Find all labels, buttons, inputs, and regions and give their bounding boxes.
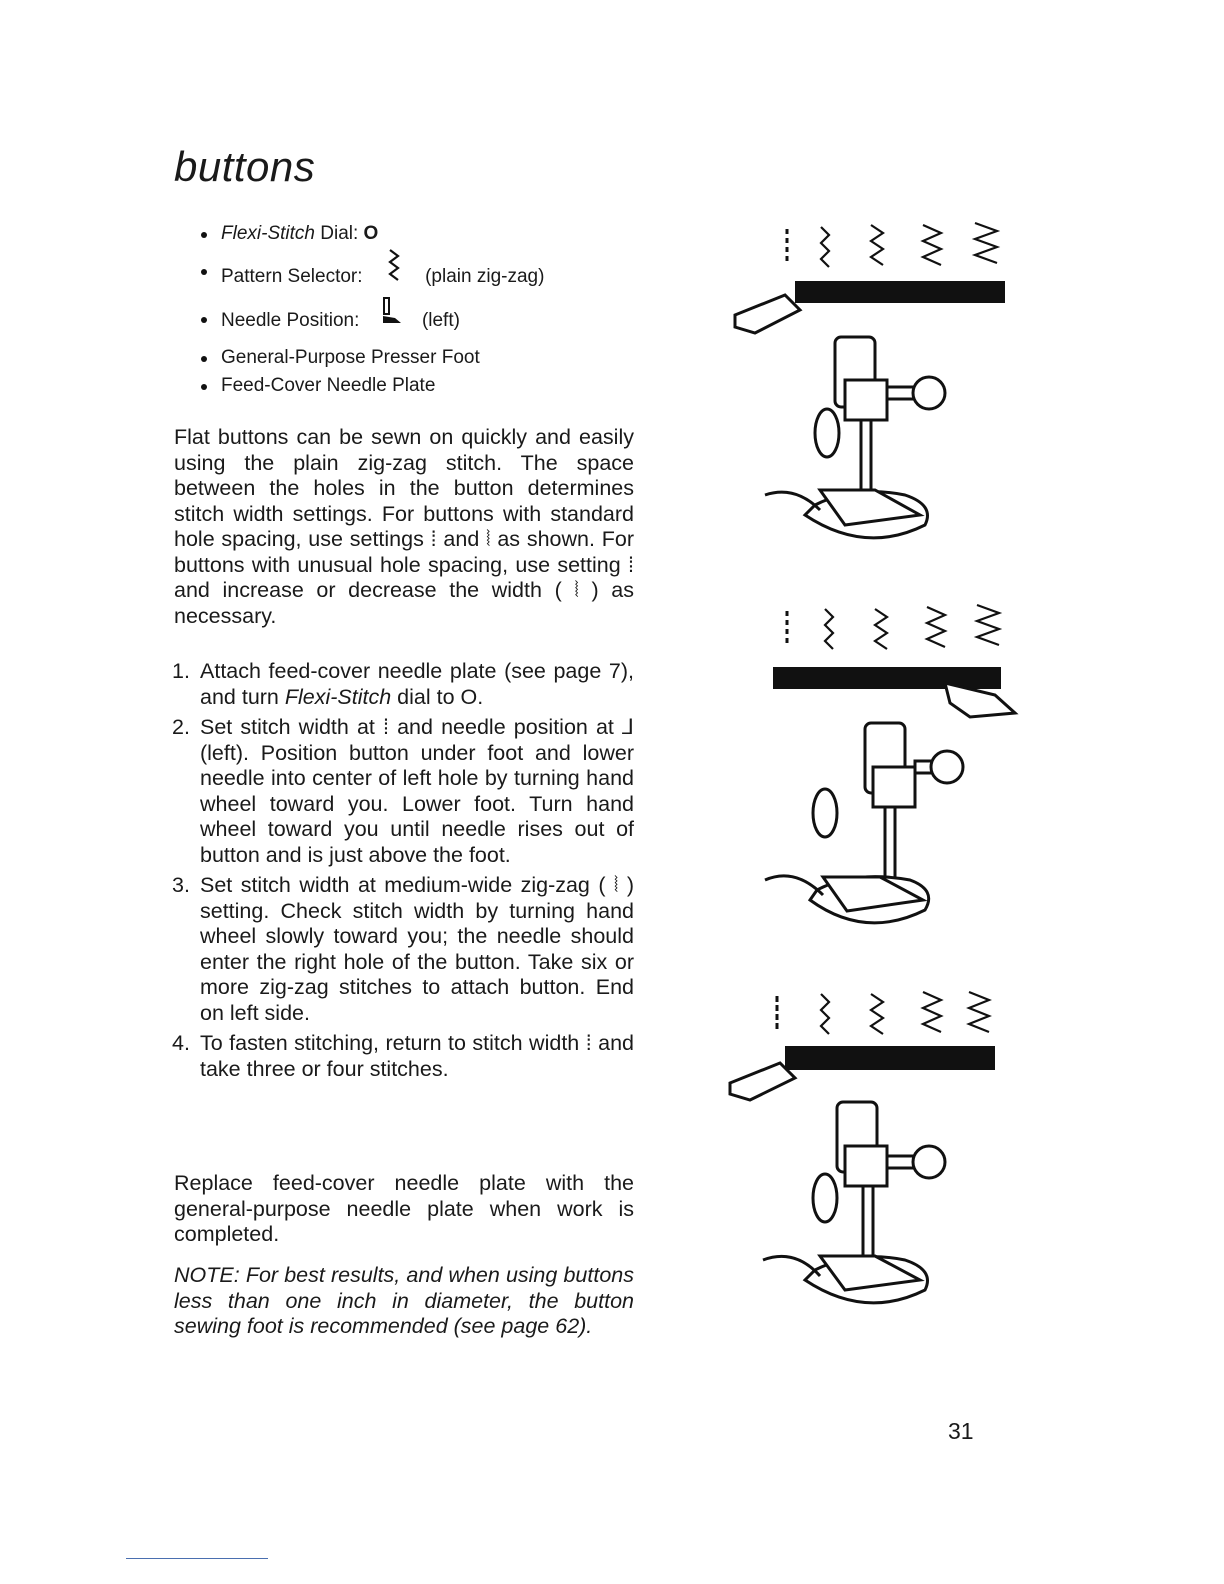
illustration-sewing-foot-1 <box>725 215 1025 595</box>
sewing-foot-drawing-icon <box>725 595 1025 975</box>
setting-needle-plate <box>200 372 640 400</box>
step-text: Set stitch width at ⁞ and needle position at ⅃ (left). Position button under foot and lower needle into center of left hole by turning hand wheel toward you. Lower foot. Turn hand wheel toward you until needle rises out of button and is just above the foot. <box>200 715 634 867</box>
intro-paragraph: Flat buttons can be sewn on quickly and easily using the plain zig-zag stitch. The space between the holes in the button determines stitch width settings. For buttons with standard hole spacing, use settings ⁞ and ⦚ as shown. For buttons with unusual hole spacing, use setting ⁞ and increase or decrease the width ( ⦚ ) as necessary. <box>174 425 634 628</box>
setting-pattern-selector <box>200 248 640 296</box>
setting-value: O <box>363 223 379 244</box>
page-title: buttons <box>174 143 316 190</box>
setting-presser-foot <box>200 344 640 372</box>
step-text: To fasten stitching, return to stitch width ⁞ and take three or four stitches. <box>200 1031 634 1081</box>
step-text: Set stitch width at medium-wide zig-zag ( ⦚ ) setting. Check stitch width by turning hand wheel slowly toward you; the needle should enter the right hole of the button. Take six or more zig-zag stitches to attach button. End on left side. <box>200 873 634 1025</box>
step-item <box>172 659 634 710</box>
illustration-sewing-foot-3 <box>725 978 1025 1358</box>
step-number: 1. <box>172 659 190 683</box>
sewing-foot-drawing-icon <box>725 215 1025 595</box>
step-item <box>172 873 634 1026</box>
step-item <box>172 1031 634 1082</box>
step-number: 4. <box>172 1031 190 1055</box>
steps-list <box>172 659 634 1087</box>
footer-rule <box>126 1558 268 1559</box>
setting-needle-position <box>200 296 640 344</box>
setting-flexi-stitch-dial <box>200 220 640 248</box>
setting-label-italic: Flexi-Stitch <box>221 223 315 244</box>
page-number: 31 <box>948 1418 974 1444</box>
step-number: 2. <box>172 715 190 739</box>
step-item <box>172 715 634 868</box>
left-needle-symbol-icon <box>365 296 417 345</box>
note-paragraph: NOTE: For best results, and when using buttons less than one inch in diameter, the button sewing foot is recommended (see page 62). <box>174 1263 634 1338</box>
step-number: 3. <box>172 873 190 897</box>
step-text: Attach feed-cover needle plate (see page 7), and turn <box>200 659 634 709</box>
settings-list <box>200 220 640 400</box>
illustration-sewing-foot-2 <box>725 595 1025 975</box>
setting-note: (plain zig-zag) <box>425 266 545 287</box>
setting-label: General-Purpose Presser Foot <box>221 347 480 368</box>
setting-label: Pattern Selector: <box>221 266 363 287</box>
zigzag-symbol-icon <box>368 248 420 301</box>
setting-label: Needle Position: <box>221 310 360 331</box>
setting-label: Feed-Cover Needle Plate <box>221 375 436 396</box>
step-text-italic: Flexi-Stitch <box>284 684 392 709</box>
replace-paragraph: Replace feed-cover needle plate with the general-purpose needle plate when work is completed. <box>174 1171 634 1246</box>
step-text: dial to O. <box>391 684 484 709</box>
setting-note: (left) <box>421 310 460 331</box>
sewing-foot-drawing-icon <box>725 978 1025 1358</box>
setting-label: Dial: <box>314 223 359 244</box>
